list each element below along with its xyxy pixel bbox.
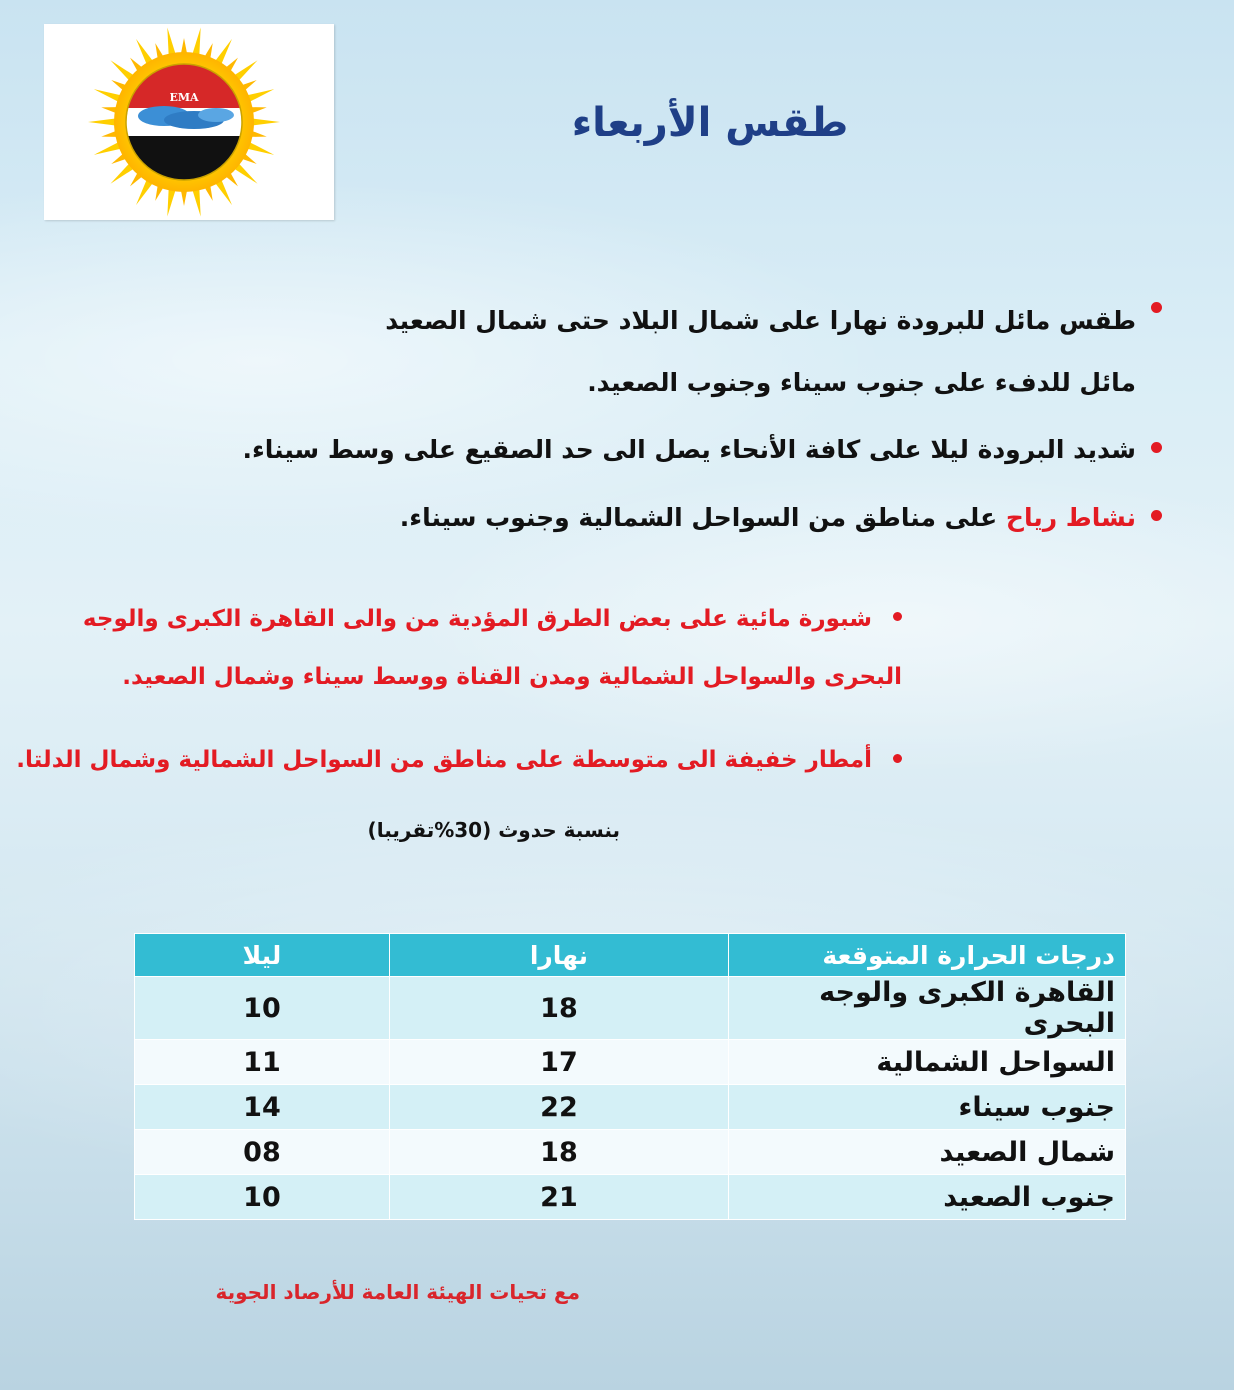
warning-rain-text: أمطار خفيفة الى متوسطة على مناطق من السواحل الشمالية وشمال الدلتا. — [16, 747, 872, 773]
warning-fog — [82, 590, 902, 706]
bullet-day-weather — [62, 290, 1162, 414]
header-region: درجات الحرارة المتوقعة — [729, 934, 1126, 977]
header-day: نهارا — [389, 934, 728, 977]
row-day-temp: 18 — [389, 1130, 728, 1175]
warning-dot — [893, 754, 902, 763]
bullet-night-cold — [62, 430, 1162, 470]
bullet-night-text: شديد البرودة ليلا على كافة الأنحاء يصل الى حد الصقيع على وسط سيناء. — [242, 435, 1136, 464]
row-day-temp: 22 — [389, 1085, 728, 1130]
warning-rain — [2, 740, 902, 780]
warning-fog-line1: شبورة مائية على بعض الطرق المؤدية من والى القاهرة الكبرى والوجه — [82, 606, 872, 632]
page-right-border — [1234, 0, 1242, 1390]
row-night-temp: 14 — [135, 1085, 390, 1130]
row-day-temp: 18 — [389, 977, 728, 1040]
sun-logo-icon — [44, 24, 334, 220]
table-row — [135, 1085, 1126, 1130]
row-night-temp: 10 — [135, 977, 390, 1040]
row-region: جنوب سيناء — [729, 1085, 1126, 1130]
header-night: ليلا — [135, 934, 390, 977]
bullet-dot — [1151, 510, 1162, 521]
temperature-table — [134, 933, 1126, 1220]
bullet-wind — [62, 498, 1162, 538]
page-title: طقس الأربعاء — [571, 100, 849, 146]
table-row — [135, 977, 1126, 1040]
logo-abbr: EMA — [169, 91, 199, 104]
rain-probability: بنسبة حدوث (30%تقريبا) — [367, 818, 620, 842]
row-night-temp: 11 — [135, 1040, 390, 1085]
row-region: السواحل الشمالية — [729, 1040, 1126, 1085]
bullet-day-line2: مائل للدفء على جنوب سيناء وجنوب الصعيد. — [587, 368, 1136, 397]
row-region: شمال الصعيد — [729, 1130, 1126, 1175]
row-night-temp: 08 — [135, 1130, 390, 1175]
row-region: جنوب الصعيد — [729, 1175, 1126, 1220]
row-day-temp: 21 — [389, 1175, 728, 1220]
row-night-temp: 10 — [135, 1175, 390, 1220]
footer-signature: مع تحيات الهيئة العامة للأرصاد الجوية — [215, 1280, 580, 1304]
bullet-dot — [1151, 442, 1162, 453]
bullet-dot — [1151, 302, 1162, 313]
table-row — [135, 1040, 1126, 1085]
table-header-row — [135, 934, 1126, 977]
row-day-temp: 17 — [389, 1040, 728, 1085]
row-region: القاهرة الكبرى والوجه البحرى — [729, 977, 1126, 1040]
bullet-day-line1: طقس مائل للبرودة نهارا على شمال البلاد حتى شمال الصعيد — [385, 306, 1136, 335]
wind-text: على مناطق من السواحل الشمالية وجنوب سيناء. — [399, 503, 1006, 532]
warning-fog-line2: البحرى والسواحل الشمالية ومدن القناة ووسط سيناء وشمال الصعيد. — [122, 664, 902, 690]
table-row — [135, 1130, 1126, 1175]
table-row — [135, 1175, 1126, 1220]
wind-highlight: نشاط رياح — [1005, 503, 1136, 532]
warning-dot — [893, 612, 902, 621]
ema-logo — [44, 24, 334, 220]
